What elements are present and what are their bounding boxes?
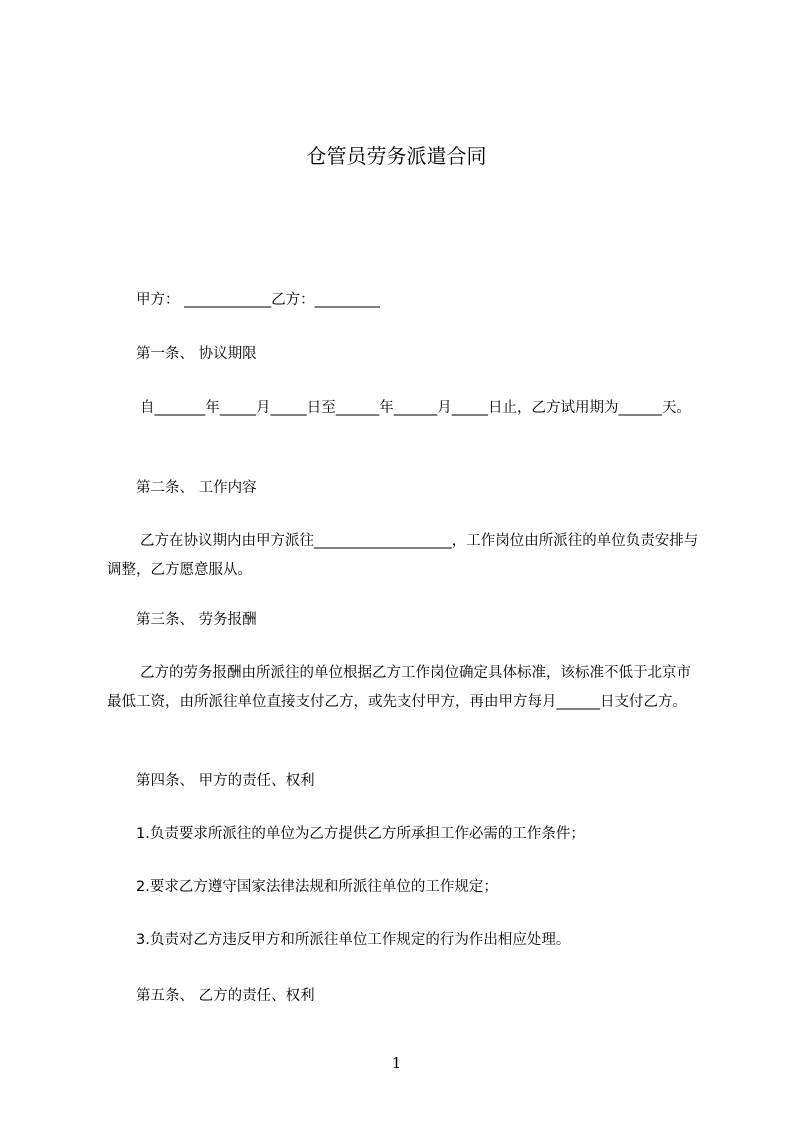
page-title: 仓管员劳务派遣合同 [306, 144, 487, 168]
section-paragraph: 乙方的劳务报酬由所派往的单位根据乙方工作岗位确定具体标准，该标准不低于北京市最低工资，由所派往单位直接支付乙方，或先支付甲方，再由甲方每月______日支付乙方。 [107, 665, 691, 710]
list-item: 2.要求乙方遵守国家法律法规和所派往单位的工作规定； [136, 879, 498, 895]
list-item: 3.负责对乙方违反甲方和所派往单位工作规定的行为作出相应处理。 [136, 932, 571, 948]
section-heading: 第二条、 工作内容 [136, 480, 257, 496]
section-heading: 第一条、 协议期限 [136, 346, 257, 362]
list-item: 1.负责要求所派往的单位为乙方提供乙方所承担工作必需的工作条件； [136, 826, 585, 842]
parties-line: 甲方： ____________乙方：_________ [136, 292, 380, 308]
page-number: 1 [391, 1054, 402, 1072]
section-heading: 第四条、 甲方的责任、权利 [136, 773, 315, 789]
section-heading: 第五条、 乙方的责任、权利 [136, 988, 315, 1004]
section-heading: 第三条、 劳务报酬 [136, 612, 257, 628]
section-paragraph: 自_______年_____月_____日至______年______月_____日止，乙方试用期为______天。 [140, 400, 691, 416]
section-paragraph: 乙方在协议期内由甲方派往___________________，工作岗位由所派往的单位负责安排与调整，乙方愿意服从。 [107, 533, 699, 578]
